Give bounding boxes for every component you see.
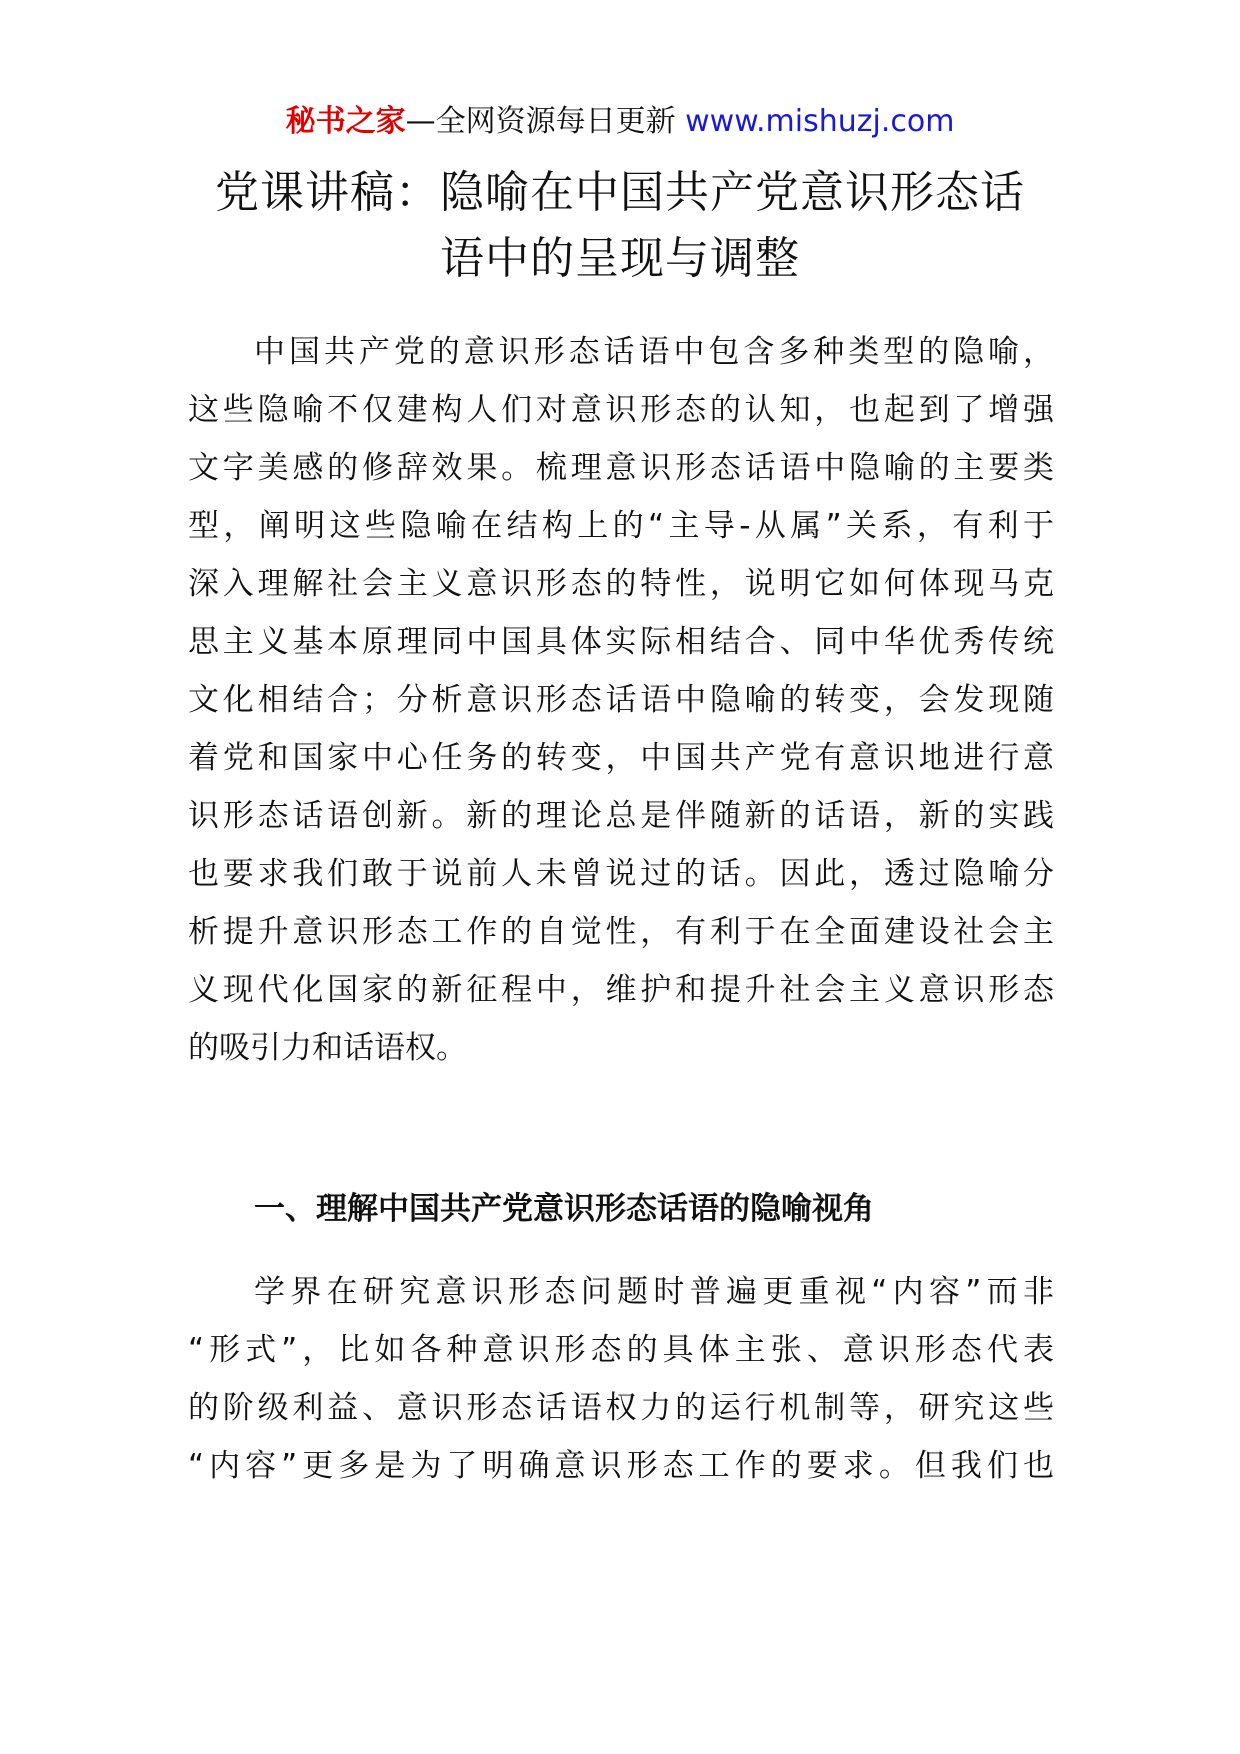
paragraph-intro (188, 323, 1054, 1077)
paragraph-line: 的吸引力和话语权。 (188, 1030, 467, 1066)
paragraph-line: 这些隐喻不仅建构人们对意识形态的认知，也起到了增强 (188, 392, 1054, 428)
paragraph-line: 文字美感的修辞效果。梳理意识形态话语中隐喻的主要类 (188, 450, 1054, 486)
paragraph-line: 的阶级利益、意识形态话语权力的运行机制等，研究这些 (188, 1390, 1054, 1426)
document-title (190, 160, 1050, 292)
paragraph-line: 识形态话语创新。新的理论总是伴随新的话语，新的实践 (188, 798, 1054, 834)
paragraph-line: 型，阐明这些隐喻在结构上的“主导-从属”关系，有利于 (188, 508, 1054, 544)
paragraph-line: 学界在研究意识形态问题时普遍更重视“内容”而非 (254, 1274, 1054, 1310)
paragraph-line: 深入理解社会主义意识形态的特性，说明它如何体现马克 (188, 566, 1054, 602)
paragraph-line: 义现代化国家的新征程中，维护和提升社会主义意识形态 (188, 972, 1054, 1008)
title-line-2: 语中的呈现与调整 (440, 233, 800, 284)
paragraph-line: 着党和国家中心任务的转变，中国共产党有意识地进行意 (188, 740, 1054, 776)
paragraph-line: “形式”，比如各种意识形态的具体主张、意识形态代表 (188, 1332, 1054, 1368)
paragraph-line: 思主义基本原理同中国具体实际相结合、同中华优秀传统 (188, 624, 1054, 660)
site-brand: 秘书之家 (285, 104, 406, 139)
site-url-link[interactable]: www.mishuzj.com (685, 104, 955, 139)
site-slogan: —全网资源每日更新 (405, 104, 676, 139)
paragraph-line: “内容”更多是为了明确意识形态工作的要求。但我们也 (188, 1448, 1054, 1484)
paragraph-line: 中国共产党的意识形态话语中包含多种类型的隐喻， (254, 334, 1054, 370)
section-heading-1: 一、理解中国共产党意识形态话语的隐喻视角 (254, 1191, 874, 1227)
paragraph-section-1 (188, 1263, 1054, 1495)
paragraph-line: 也要求我们敢于说前人未曾说过的话。因此，透过隐喻分 (188, 856, 1054, 892)
paragraph-line: 析提升意识形态工作的自觉性，有利于在全面建设社会主 (188, 914, 1054, 950)
site-header (0, 100, 1240, 144)
paragraph-line: 文化相结合；分析意识形态话语中隐喻的转变，会发现随 (188, 682, 1054, 718)
title-line-1: 党课讲稿：隐喻在中国共产党意识形态话 (215, 167, 1025, 218)
